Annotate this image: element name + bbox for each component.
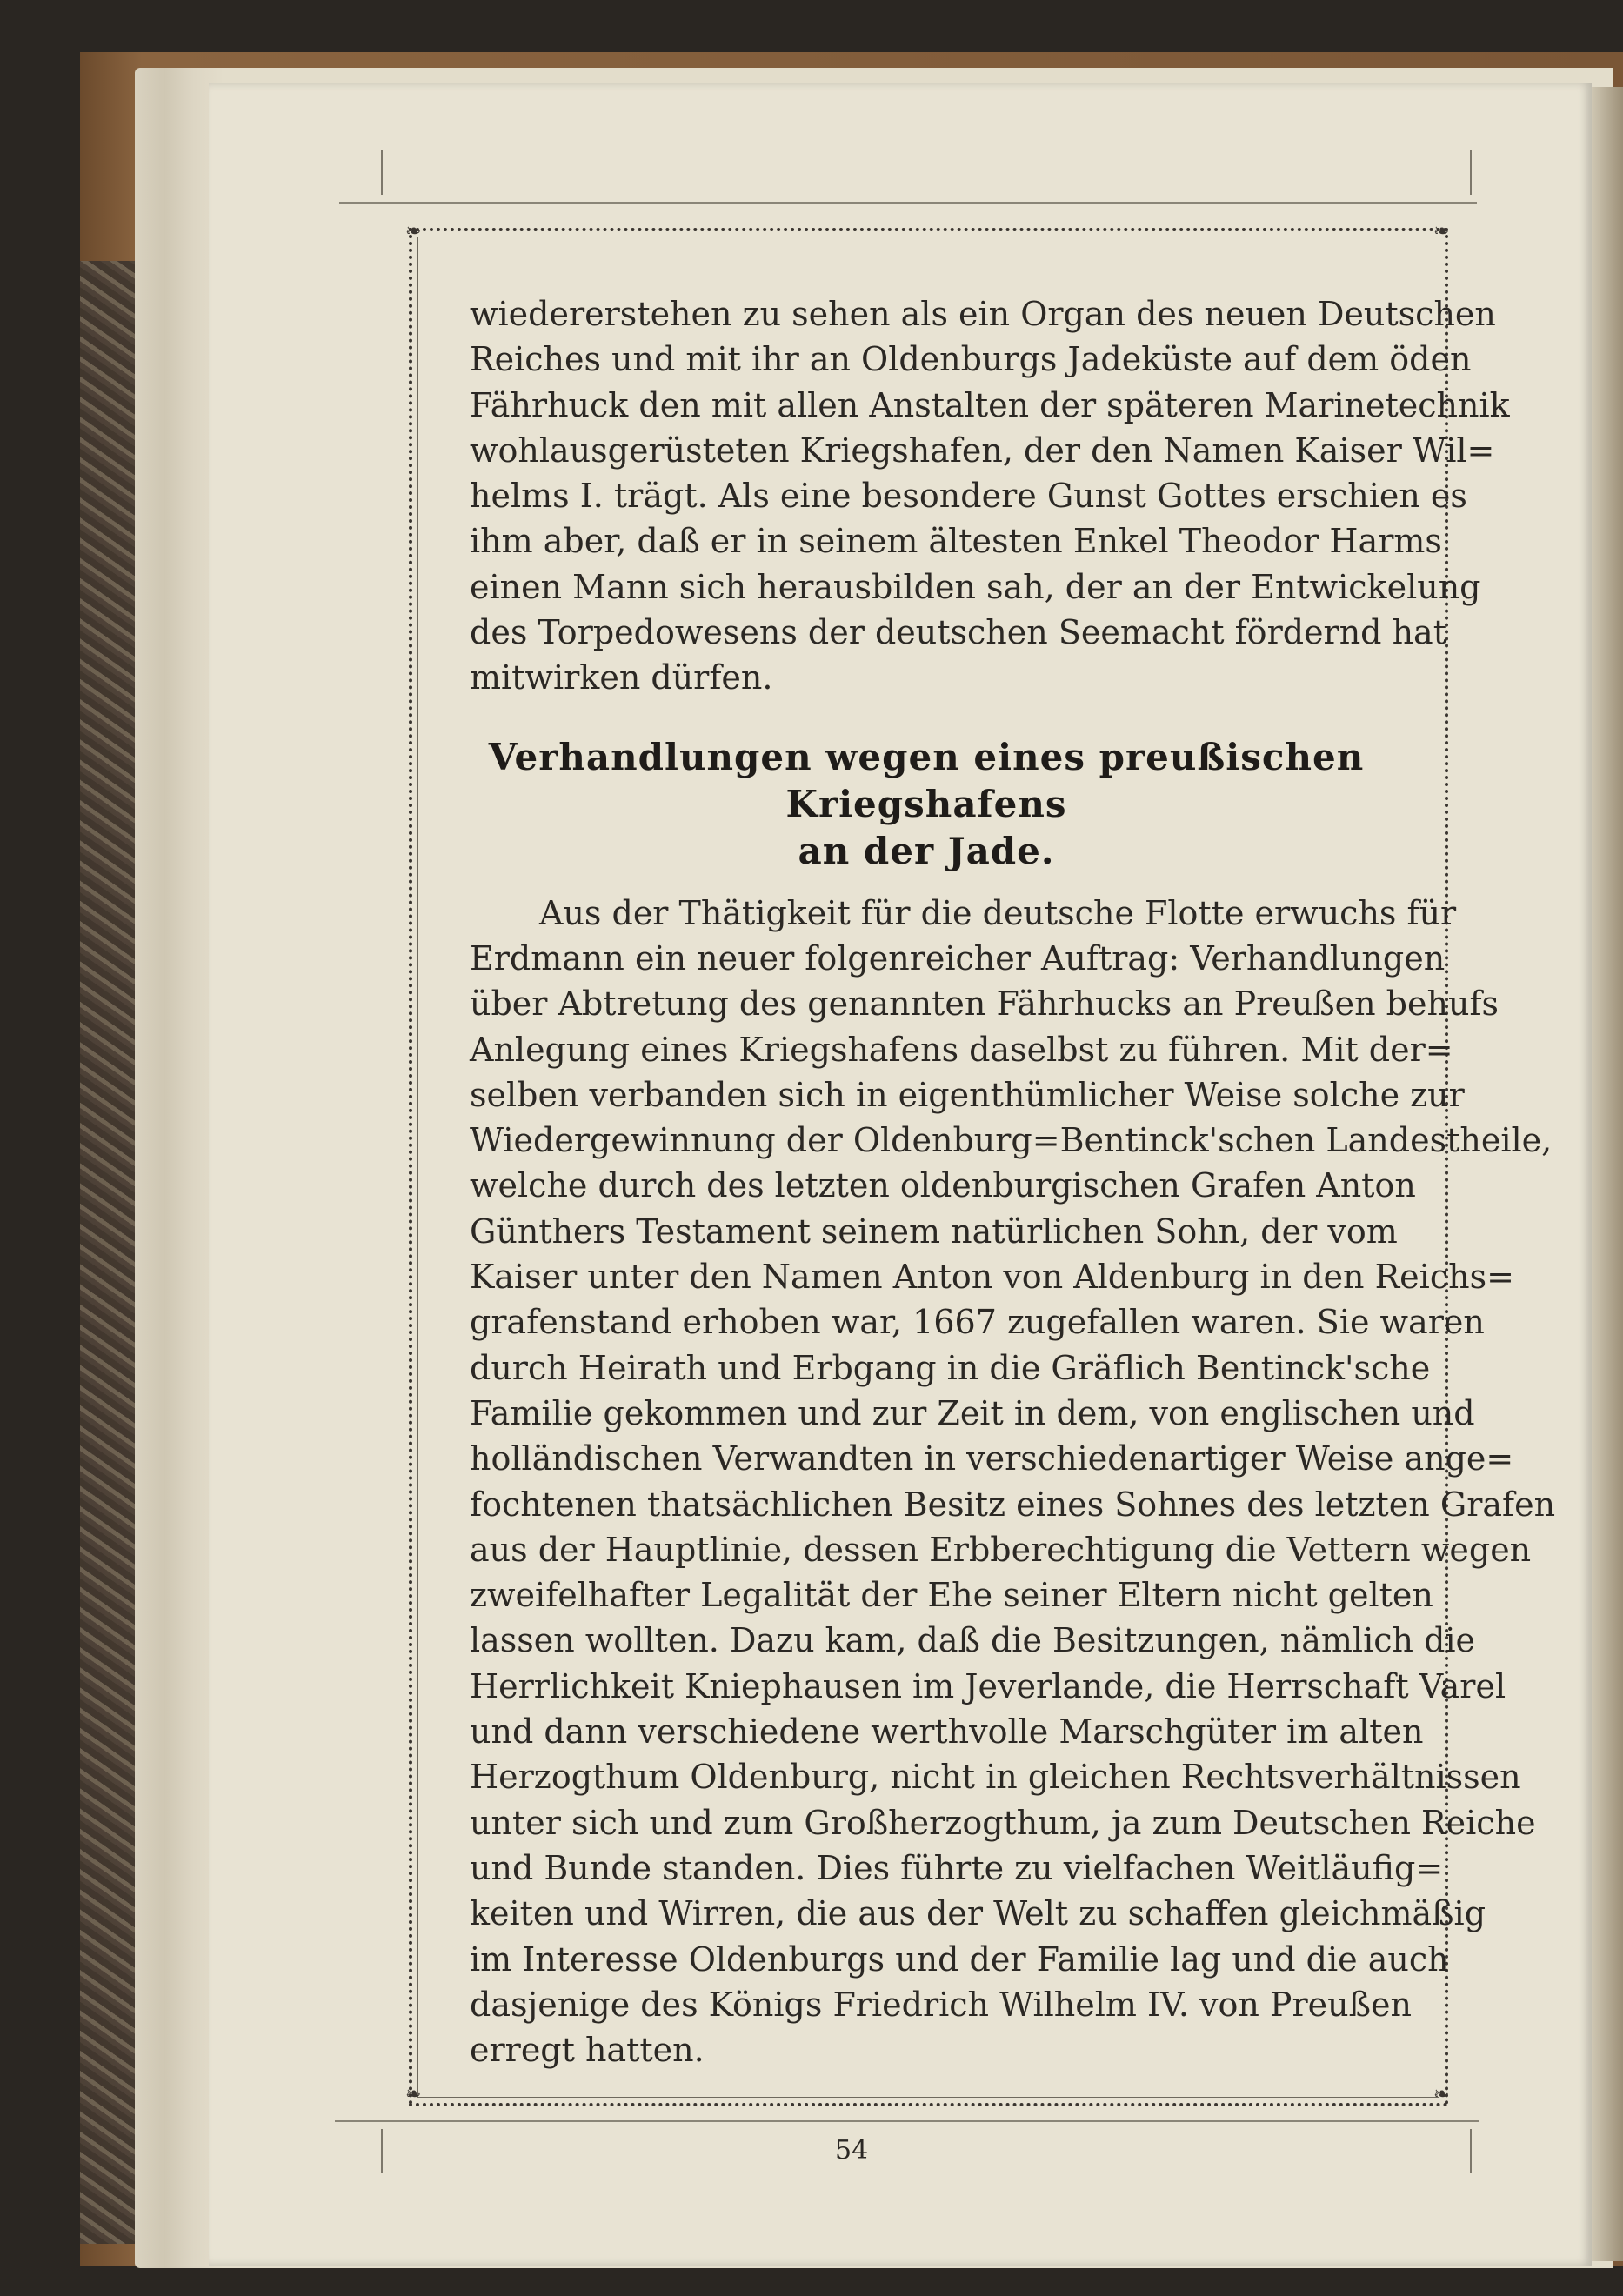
text-line: keiten und Wirren, die aus der Welt zu schaffen gleichmäßig xyxy=(470,1894,1486,1933)
text-line: aus der Hauptlinie, dessen Erbberechtigung die Vettern wegen xyxy=(470,1530,1532,1569)
text-line: welche durch des letzten oldenburgischen Grafen Anton xyxy=(470,1166,1416,1205)
text-line: Erdmann ein neuer folgenreicher Auftrag: Verhandlungen xyxy=(470,938,1446,978)
text-line: Fährhuck den mit allen Anstalten der späteren Marinetechnik xyxy=(470,385,1510,424)
text-line: und dann verschiedene werthvolle Marschgüter im alten xyxy=(470,1712,1424,1752)
text-line: Herrlichkeit Kniephausen im Jeverlande, die Herrschaft Varel xyxy=(470,1666,1506,1705)
crop-mark xyxy=(381,2129,383,2173)
text-line: wohlausgerüsteten Kriegshafen, der den Namen Kaiser Wil= xyxy=(470,430,1495,470)
ornament-icon: ❧ xyxy=(1433,221,1450,243)
text-line: und Bunde standen. Dies führte zu vielfachen Weitläufig= xyxy=(470,1848,1444,1887)
text-line: grafenstand erhoben war, 1667 zugefallen waren. Sie waren xyxy=(470,1303,1485,1342)
paragraph-1 xyxy=(470,291,1510,701)
text-block xyxy=(470,291,1556,2072)
bottom-rule xyxy=(335,2120,1479,2122)
ornament-icon: ❧ xyxy=(405,2084,422,2106)
text-line: zweifelhafter Legalität der Ehe seiner Eltern nicht gelten xyxy=(470,1576,1433,1615)
paragraph-2 xyxy=(470,891,1556,2073)
section-heading: an der Jade. xyxy=(798,829,1055,872)
text-line: Herzogthum Oldenburg, nicht in gleichen Rechtsverhältnissen xyxy=(470,1758,1521,1797)
text-line: selben verbanden sich in eigenthümlicher Weise solche zur xyxy=(470,1075,1465,1114)
text-line: über Abtretung des genannten Fährhucks an Preußen behufs xyxy=(470,984,1499,1024)
text-line: erregt hatten. xyxy=(470,2031,705,2070)
crop-mark xyxy=(1470,150,1472,195)
page-number: 54 xyxy=(835,2135,869,2166)
text-line: helms I. trägt. Als eine besondere Gunst Gottes erschien es xyxy=(470,477,1467,516)
text-line: Kaiser unter den Namen Anton von Aldenburg in den Reichs= xyxy=(470,1258,1514,1297)
text-line: holländischen Verwandten in verschiedenartiger Weise ange= xyxy=(470,1439,1514,1478)
text-line: Aus der Thätigkeit für die deutsche Flotte erwuchs für xyxy=(539,893,1457,932)
text-line: Wiedergewinnung der Oldenburg=Bentinck'schen Landestheile, xyxy=(470,1121,1553,1160)
text-line: dasjenige des Königs Friedrich Wilhelm IV. von Preußen xyxy=(470,1985,1412,2024)
text-line: durch Heirath und Erbgang in die Gräflich Bentinck'sche xyxy=(470,1348,1431,1387)
crop-mark xyxy=(381,150,383,195)
text-line: Anlegung eines Kriegshafens daselbst zu führen. Mit der= xyxy=(470,1030,1453,1069)
ornament-icon: ❧ xyxy=(405,221,422,243)
page-right-edge xyxy=(1592,87,1623,2261)
text-line: Günthers Testament seinem natürlichen Sohn, der vom xyxy=(470,1211,1398,1251)
text-line: mitwirken dürfen. xyxy=(470,658,773,697)
text-line: Familie gekommen und zur Zeit in dem, von englischen und xyxy=(470,1393,1475,1432)
text-line: im Interesse Oldenburgs und der Familie lag und die auch xyxy=(470,1939,1449,1979)
text-line: lassen wollten. Dazu kam, daß die Besitzungen, nämlich die xyxy=(470,1621,1476,1660)
text-line: des Torpedowesens der deutschen Seemacht fördernd hat xyxy=(470,613,1446,652)
text-line: fochtenen thatsächlichen Besitz eines Sohnes des letzten Grafen xyxy=(470,1485,1556,1524)
text-line: Reiches und mit ihr an Oldenburgs Jadeküste auf dem öden xyxy=(470,340,1472,379)
ornament-icon: ❧ xyxy=(1433,2084,1450,2106)
section-heading: Verhandlungen wegen eines preußischen Kriegshafens xyxy=(488,735,1365,825)
text-line: einen Mann sich herausbilden sah, der an der Entwickelung xyxy=(470,567,1481,606)
text-line: wiedererstehen zu sehen als ein Organ des neuen Deutschen xyxy=(470,295,1496,333)
text-line: ihm aber, daß er in seinem ältesten Enkel Theodor Harms xyxy=(470,522,1442,561)
text-line: unter sich und zum Großherzogthum, ja zum Deutschen Reiche xyxy=(470,1803,1536,1842)
top-rule xyxy=(339,202,1477,204)
crop-mark xyxy=(1470,2129,1472,2173)
